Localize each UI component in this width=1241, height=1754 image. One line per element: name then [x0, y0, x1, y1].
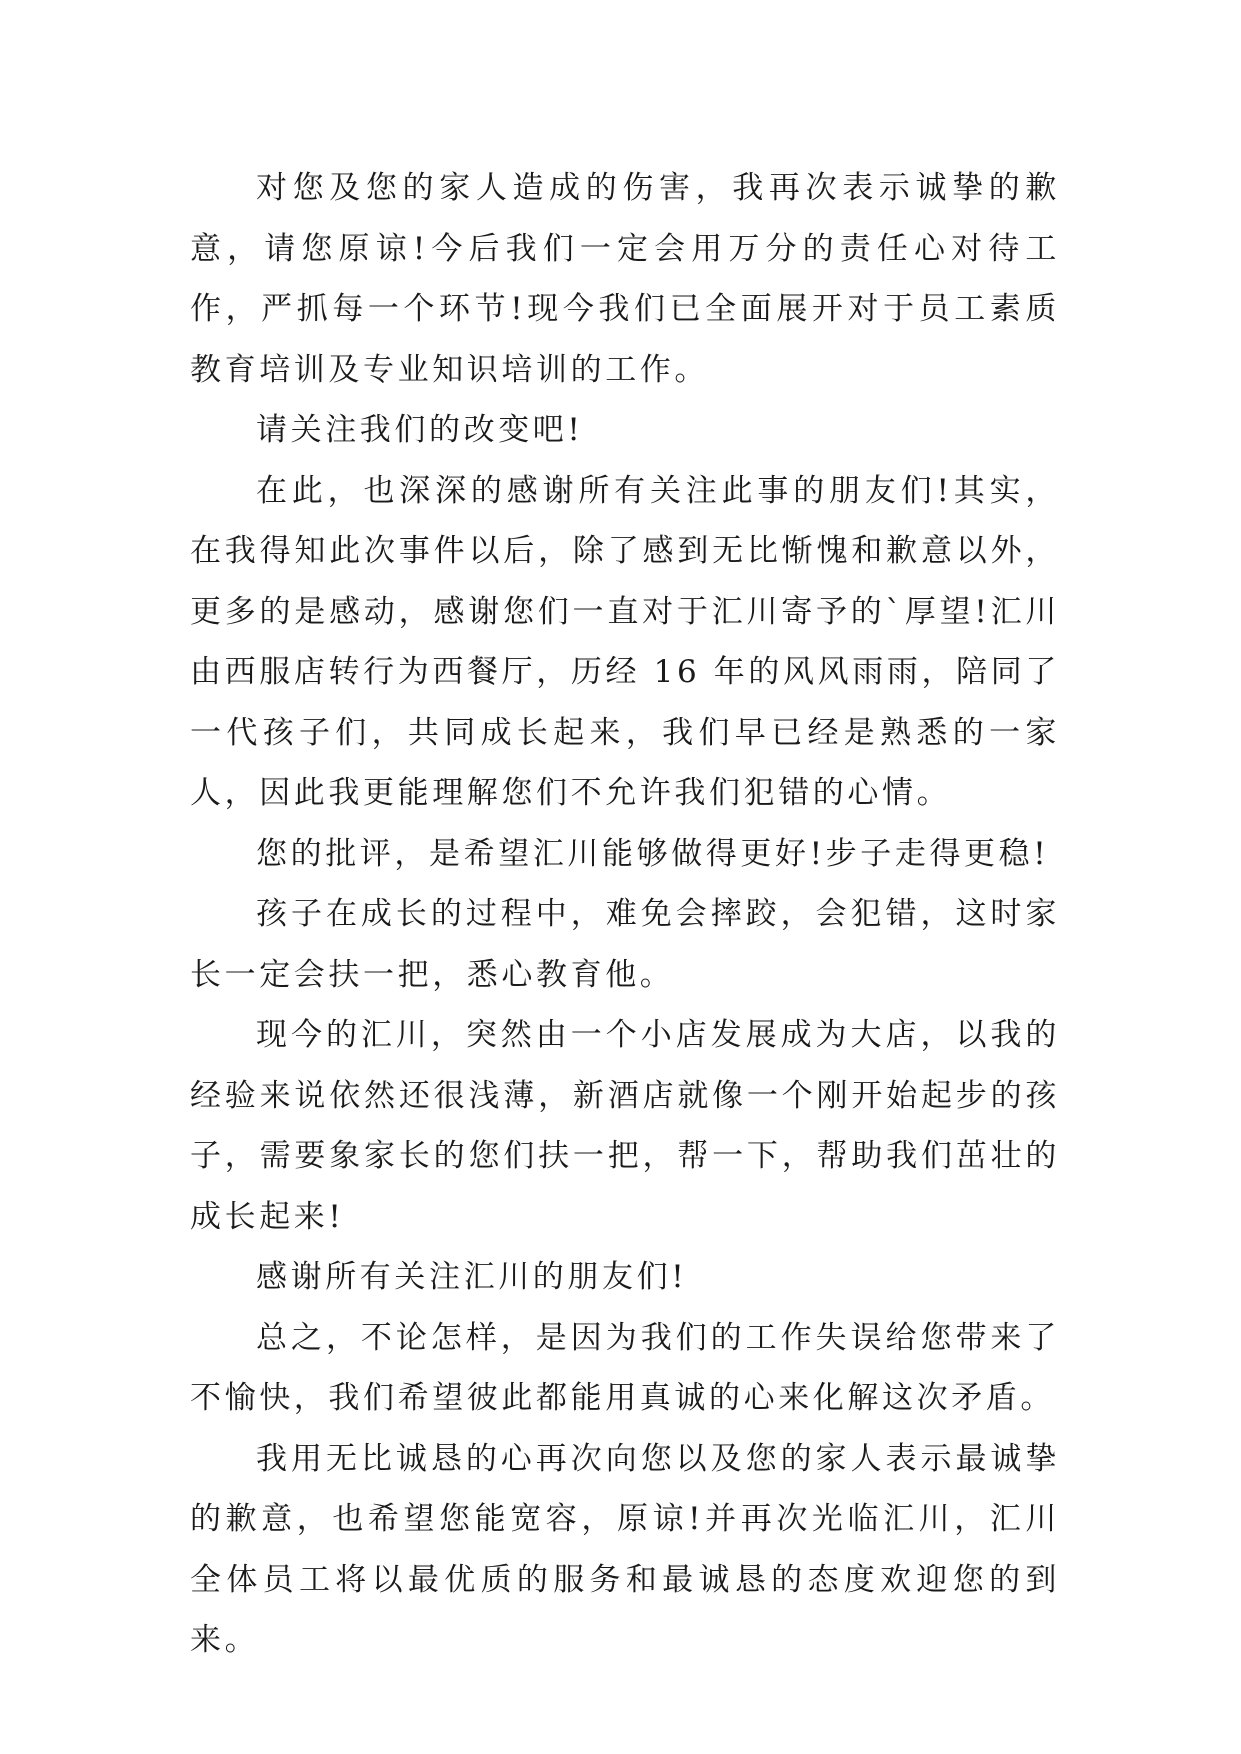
paragraph-5: 孩子在成长的过程中，难免会摔跤，会犯错，这时家长一定会扶一把，悉心教育他。: [190, 896, 1060, 993]
paragraph-6: 现今的汇川，突然由一个小店发展成为大店，以我的经验来说依然还很浅薄，新酒店就像一个刚开始起步的孩子，需要象家长的您们扶一把，帮一下，帮助我们茁壮的成长起来!: [190, 1017, 1060, 1235]
paragraph-8: 总之，不论怎样，是因为我们的工作失误给您带来了不愉快，我们希望彼此都能用真诚的心来化解这次矛盾。: [190, 1319, 1060, 1416]
paragraph-7: 感谢所有关注汇川的朋友们!: [256, 1259, 688, 1295]
paragraph-3: 在此，也深深的感谢所有关注此事的朋友们!其实，在我得知此次事件以后，除了感到无比惭愧和歉意以外，更多的是感动，感谢您们一直对于汇川寄予的`厚望!汇川由西服店转行为西餐厅，历经 16 年的风风雨雨，陪同了一代孩子们，共同成长起来，我们早已经是熟悉的一家人，因此我更能理解您们不允许我们犯错的心情。: [190, 472, 1060, 811]
paragraph-2: 请关注我们的改变吧!: [256, 412, 584, 448]
paragraph-4: 您的批评，是希望汇川能够做得更好!步子走得更稳!: [256, 835, 1050, 872]
paragraph-1: 对您及您的家人造成的伤害，我再次表示诚挚的歉意，请您原谅!今后我们一定会用万分的责任心对待工作，严抓每一个环节!现今我们已全面展开对于员工素质教育培训及专业知识培训的工作。: [190, 170, 1060, 388]
document-body: [190, 158, 1060, 1671]
paragraph-9: 我用无比诚恳的心再次向您以及您的家人表示最诚挚的歉意，也希望您能宽容，原谅!并再次光临汇川，汇川全体员工将以最优质的服务和最诚恳的态度欢迎您的到来。: [190, 1440, 1060, 1658]
